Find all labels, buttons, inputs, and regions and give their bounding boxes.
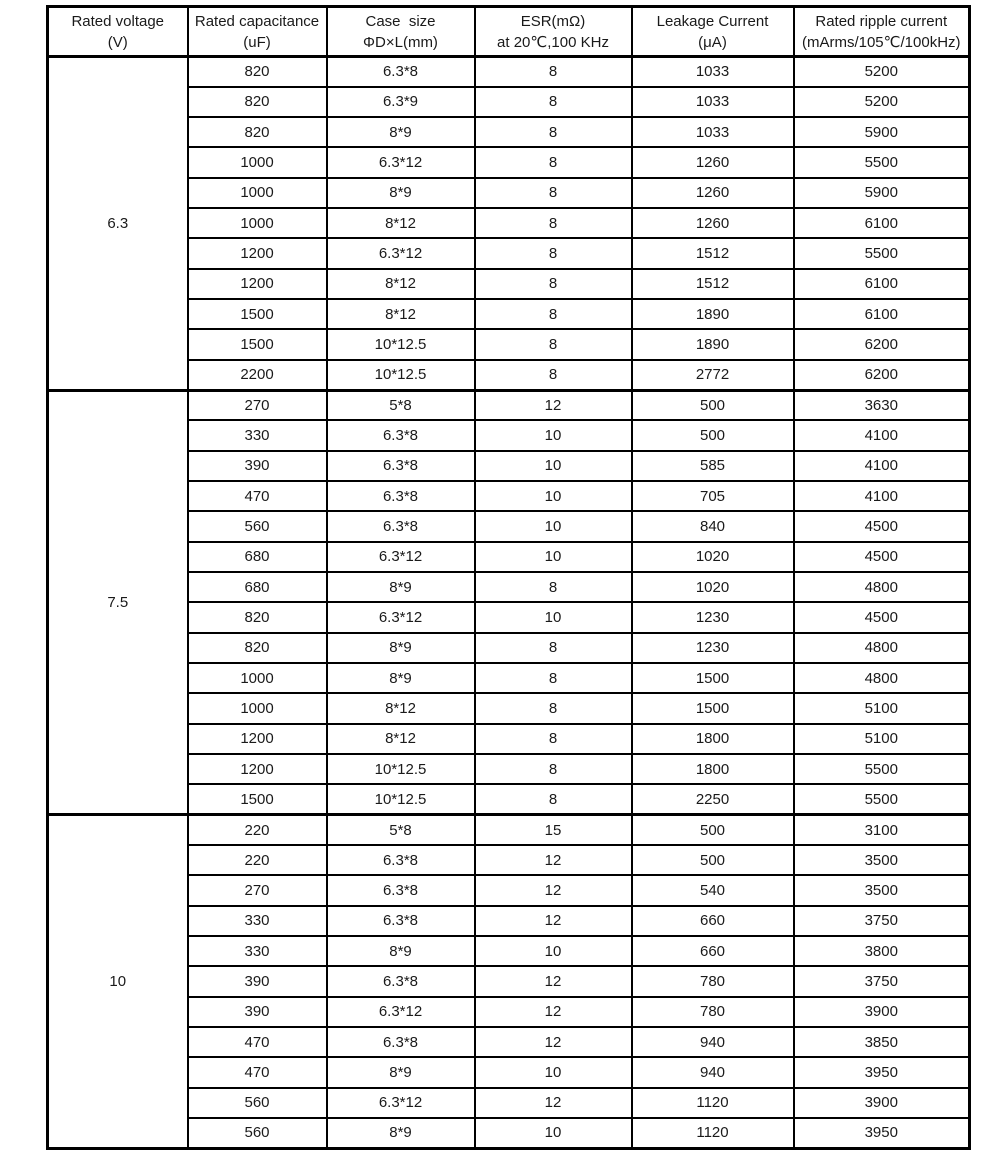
- cell-case-size: 8*9: [327, 633, 475, 663]
- column-header-line2: ΦD×L(mm): [363, 33, 438, 51]
- cell-case-size: 10*12.5: [327, 360, 475, 390]
- cell-leakage-current: 1020: [632, 572, 794, 602]
- cell-ripple-current: 4500: [794, 511, 970, 541]
- cell-ripple-current: 5100: [794, 724, 970, 754]
- voltage-group-cell: 10: [48, 815, 188, 1149]
- cell-ripple-current: 5500: [794, 238, 970, 268]
- cell-leakage-current: 1800: [632, 724, 794, 754]
- cell-ripple-current: 3950: [794, 1118, 970, 1148]
- cell-esr: 12: [475, 1027, 632, 1057]
- cell-capacitance: 270: [188, 390, 327, 420]
- cell-esr: 10: [475, 602, 632, 632]
- voltage-group-cell: 6.3: [48, 57, 188, 391]
- cell-esr: 8: [475, 572, 632, 602]
- cell-ripple-current: 6100: [794, 208, 970, 238]
- cell-ripple-current: 5100: [794, 693, 970, 723]
- cell-ripple-current: 6200: [794, 329, 970, 359]
- cell-esr: 8: [475, 784, 632, 814]
- table-row: [48, 390, 970, 420]
- cell-leakage-current: 1512: [632, 269, 794, 299]
- cell-ripple-current: 3630: [794, 390, 970, 420]
- cell-esr: 12: [475, 997, 632, 1027]
- cell-ripple-current: 5200: [794, 57, 970, 87]
- cell-leakage-current: 940: [632, 1057, 794, 1087]
- cell-case-size: 8*9: [327, 117, 475, 147]
- cell-capacitance: 820: [188, 57, 327, 87]
- column-header-esr: [475, 7, 632, 57]
- cell-ripple-current: 5900: [794, 117, 970, 147]
- cell-case-size: 8*12: [327, 269, 475, 299]
- cell-capacitance: 1000: [188, 147, 327, 177]
- cell-leakage-current: 1890: [632, 299, 794, 329]
- table-row: [48, 57, 970, 87]
- cell-capacitance: 560: [188, 1088, 327, 1118]
- cell-capacitance: 390: [188, 997, 327, 1027]
- cell-ripple-current: 5200: [794, 87, 970, 117]
- cell-capacitance: 1000: [188, 693, 327, 723]
- cell-esr: 10: [475, 1118, 632, 1148]
- cell-leakage-current: 1500: [632, 663, 794, 693]
- cell-esr: 10: [475, 1057, 632, 1087]
- cell-ripple-current: 6200: [794, 360, 970, 390]
- cell-case-size: 8*9: [327, 1118, 475, 1148]
- cell-leakage-current: 540: [632, 875, 794, 905]
- cell-case-size: 8*9: [327, 1057, 475, 1087]
- cell-esr: 8: [475, 633, 632, 663]
- cell-capacitance: 470: [188, 1027, 327, 1057]
- cell-case-size: 8*12: [327, 208, 475, 238]
- cell-case-size: 6.3*8: [327, 845, 475, 875]
- cell-esr: 8: [475, 238, 632, 268]
- cell-case-size: 6.3*8: [327, 57, 475, 87]
- cell-capacitance: 1200: [188, 238, 327, 268]
- cell-case-size: 8*12: [327, 693, 475, 723]
- cell-esr: 8: [475, 117, 632, 147]
- cell-case-size: 8*12: [327, 724, 475, 754]
- column-header-line2: at 20℃,100 KHz: [497, 33, 609, 51]
- cell-esr: 8: [475, 329, 632, 359]
- cell-capacitance: 1500: [188, 329, 327, 359]
- cell-leakage-current: 1260: [632, 147, 794, 177]
- cell-esr: 12: [475, 906, 632, 936]
- cell-capacitance: 820: [188, 633, 327, 663]
- cell-esr: 10: [475, 451, 632, 481]
- cell-ripple-current: 4100: [794, 420, 970, 450]
- cell-esr: 8: [475, 754, 632, 784]
- cell-esr: 8: [475, 724, 632, 754]
- cell-ripple-current: 4800: [794, 663, 970, 693]
- cell-leakage-current: 1500: [632, 693, 794, 723]
- cell-capacitance: 680: [188, 542, 327, 572]
- cell-leakage-current: 1033: [632, 87, 794, 117]
- cell-leakage-current: 1800: [632, 754, 794, 784]
- cell-capacitance: 1200: [188, 754, 327, 784]
- cell-esr: 8: [475, 693, 632, 723]
- cell-leakage-current: 660: [632, 936, 794, 966]
- cell-case-size: 6.3*8: [327, 875, 475, 905]
- cell-esr: 12: [475, 875, 632, 905]
- cell-capacitance: 390: [188, 966, 327, 996]
- cell-ripple-current: 3750: [794, 906, 970, 936]
- column-header-line1: Rated capacitance: [194, 12, 320, 30]
- cell-leakage-current: 2772: [632, 360, 794, 390]
- cell-esr: 8: [475, 299, 632, 329]
- cell-ripple-current: 3800: [794, 936, 970, 966]
- cell-leakage-current: 1120: [632, 1088, 794, 1118]
- cell-leakage-current: 2250: [632, 784, 794, 814]
- cell-capacitance: 1500: [188, 299, 327, 329]
- column-header-line2: (V): [107, 33, 128, 51]
- cell-case-size: 6.3*8: [327, 481, 475, 511]
- cell-leakage-current: 780: [632, 966, 794, 996]
- cell-esr: 15: [475, 815, 632, 845]
- cell-ripple-current: 4100: [794, 451, 970, 481]
- cell-leakage-current: 1890: [632, 329, 794, 359]
- column-header-leakage-current: [632, 7, 794, 57]
- cell-capacitance: 470: [188, 1057, 327, 1087]
- cell-ripple-current: 6100: [794, 269, 970, 299]
- cell-ripple-current: 5500: [794, 147, 970, 177]
- cell-capacitance: 330: [188, 936, 327, 966]
- cell-ripple-current: 3750: [794, 966, 970, 996]
- cell-capacitance: 1000: [188, 178, 327, 208]
- cell-case-size: 10*12.5: [327, 754, 475, 784]
- voltage-group-cell: 7.5: [48, 390, 188, 815]
- cell-ripple-current: 3500: [794, 845, 970, 875]
- cell-leakage-current: 500: [632, 390, 794, 420]
- cell-ripple-current: 4800: [794, 572, 970, 602]
- cell-ripple-current: 4500: [794, 542, 970, 572]
- column-header-line2: (uF): [243, 33, 271, 51]
- cell-esr: 8: [475, 269, 632, 299]
- cell-esr: 10: [475, 481, 632, 511]
- cell-capacitance: 1500: [188, 784, 327, 814]
- cell-leakage-current: 1230: [632, 602, 794, 632]
- cell-case-size: 5*8: [327, 815, 475, 845]
- cell-esr: 8: [475, 57, 632, 87]
- cell-case-size: 8*9: [327, 663, 475, 693]
- cell-leakage-current: 500: [632, 420, 794, 450]
- cell-esr: 8: [475, 87, 632, 117]
- cell-ripple-current: 4800: [794, 633, 970, 663]
- column-header-line1: ESR(mΩ): [520, 12, 586, 30]
- cell-leakage-current: 1033: [632, 57, 794, 87]
- cell-ripple-current: 3900: [794, 997, 970, 1027]
- cell-capacitance: 820: [188, 602, 327, 632]
- cell-ripple-current: 4500: [794, 602, 970, 632]
- cell-capacitance: 560: [188, 511, 327, 541]
- cell-leakage-current: 840: [632, 511, 794, 541]
- cell-esr: 8: [475, 147, 632, 177]
- cell-ripple-current: 5900: [794, 178, 970, 208]
- cell-ripple-current: 3500: [794, 875, 970, 905]
- header-row: [48, 7, 970, 57]
- column-header-rated-voltage: [48, 7, 188, 57]
- cell-case-size: 6.3*12: [327, 542, 475, 572]
- column-header-line1: Rated voltage: [71, 12, 165, 30]
- cell-leakage-current: 585: [632, 451, 794, 481]
- cell-capacitance: 220: [188, 815, 327, 845]
- cell-esr: 8: [475, 208, 632, 238]
- cell-esr: 12: [475, 390, 632, 420]
- cell-leakage-current: 500: [632, 815, 794, 845]
- cell-esr: 12: [475, 1088, 632, 1118]
- cell-leakage-current: 1033: [632, 117, 794, 147]
- cell-leakage-current: 1260: [632, 178, 794, 208]
- cell-case-size: 8*9: [327, 936, 475, 966]
- cell-esr: 10: [475, 511, 632, 541]
- cell-case-size: 6.3*8: [327, 906, 475, 936]
- cell-case-size: 8*9: [327, 572, 475, 602]
- cell-ripple-current: 3900: [794, 1088, 970, 1118]
- cell-leakage-current: 1230: [632, 633, 794, 663]
- cell-esr: 10: [475, 936, 632, 966]
- cell-case-size: 6.3*12: [327, 238, 475, 268]
- cell-ripple-current: 5500: [794, 784, 970, 814]
- cell-case-size: 5*8: [327, 390, 475, 420]
- cell-leakage-current: 705: [632, 481, 794, 511]
- cell-capacitance: 330: [188, 420, 327, 450]
- cell-capacitance: 1200: [188, 724, 327, 754]
- cell-leakage-current: 660: [632, 906, 794, 936]
- cell-capacitance: 820: [188, 87, 327, 117]
- cell-ripple-current: 6100: [794, 299, 970, 329]
- cell-leakage-current: 940: [632, 1027, 794, 1057]
- table-row: [48, 815, 970, 845]
- column-header-line1: Leakage Current: [656, 12, 769, 30]
- capacitor-spec-table: [46, 5, 971, 1150]
- cell-esr: 8: [475, 178, 632, 208]
- cell-case-size: 6.3*12: [327, 1088, 475, 1118]
- column-header-case-size: [327, 7, 475, 57]
- cell-esr: 8: [475, 360, 632, 390]
- cell-capacitance: 330: [188, 906, 327, 936]
- cell-leakage-current: 500: [632, 845, 794, 875]
- cell-case-size: 6.3*8: [327, 1027, 475, 1057]
- cell-capacitance: 820: [188, 117, 327, 147]
- cell-ripple-current: 3100: [794, 815, 970, 845]
- cell-ripple-current: 3950: [794, 1057, 970, 1087]
- cell-case-size: 6.3*12: [327, 147, 475, 177]
- cell-case-size: 6.3*12: [327, 602, 475, 632]
- cell-capacitance: 1000: [188, 208, 327, 238]
- cell-leakage-current: 1020: [632, 542, 794, 572]
- cell-capacitance: 1000: [188, 663, 327, 693]
- cell-capacitance: 220: [188, 845, 327, 875]
- cell-capacitance: 390: [188, 451, 327, 481]
- column-header-line2: (μA): [698, 33, 727, 51]
- cell-case-size: 6.3*8: [327, 451, 475, 481]
- cell-case-size: 8*12: [327, 299, 475, 329]
- cell-capacitance: 560: [188, 1118, 327, 1148]
- column-header-ripple-current: [794, 7, 970, 57]
- column-header-line2: (mArms/105℃/100kHz): [801, 33, 961, 51]
- table-header: [48, 7, 970, 57]
- cell-case-size: 6.3*8: [327, 511, 475, 541]
- cell-case-size: 10*12.5: [327, 329, 475, 359]
- cell-ripple-current: 5500: [794, 754, 970, 784]
- cell-ripple-current: 4100: [794, 481, 970, 511]
- cell-case-size: 10*12.5: [327, 784, 475, 814]
- cell-ripple-current: 3850: [794, 1027, 970, 1057]
- cell-esr: 10: [475, 420, 632, 450]
- cell-case-size: 8*9: [327, 178, 475, 208]
- cell-esr: 10: [475, 542, 632, 572]
- cell-capacitance: 680: [188, 572, 327, 602]
- cell-leakage-current: 1120: [632, 1118, 794, 1148]
- cell-leakage-current: 1260: [632, 208, 794, 238]
- cell-capacitance: 2200: [188, 360, 327, 390]
- cell-leakage-current: 780: [632, 997, 794, 1027]
- cell-capacitance: 1200: [188, 269, 327, 299]
- cell-case-size: 6.3*8: [327, 966, 475, 996]
- cell-esr: 12: [475, 966, 632, 996]
- cell-case-size: 6.3*8: [327, 420, 475, 450]
- cell-case-size: 6.3*9: [327, 87, 475, 117]
- cell-case-size: 6.3*12: [327, 997, 475, 1027]
- cell-esr: 12: [475, 845, 632, 875]
- column-header-capacitance: [188, 7, 327, 57]
- column-header-line1: Rated ripple current: [815, 12, 948, 30]
- cell-capacitance: 270: [188, 875, 327, 905]
- cell-capacitance: 470: [188, 481, 327, 511]
- cell-esr: 8: [475, 663, 632, 693]
- column-header-line1: Case size: [365, 12, 436, 30]
- table-body: [48, 57, 970, 1149]
- cell-leakage-current: 1512: [632, 238, 794, 268]
